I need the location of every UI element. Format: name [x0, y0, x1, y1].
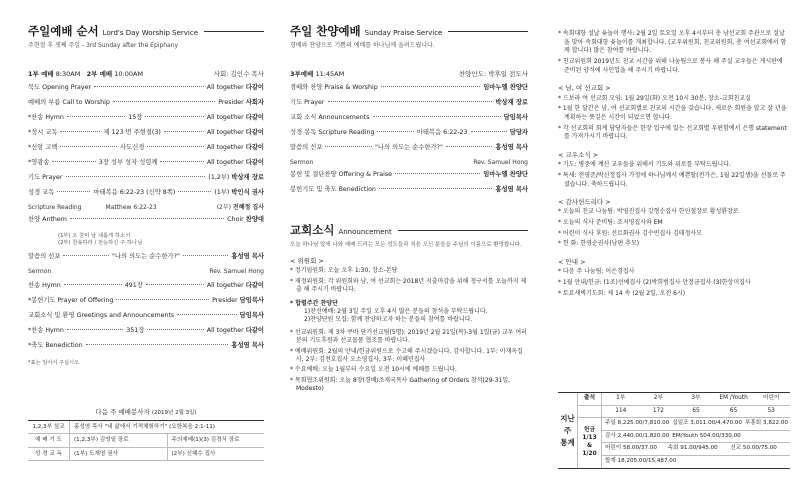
praise-sermon-en-row	[290, 159, 528, 171]
dotted-leader	[70, 218, 224, 219]
offering-cell: 합계 18,205.00/15,487.00	[605, 458, 677, 465]
offering-cell: 어린이 58.00/37.00	[605, 445, 657, 452]
praise-title-ko: 주일 찬양예배	[290, 24, 361, 38]
next-week-servers	[28, 408, 264, 461]
attendance-column: 1부	[616, 395, 626, 402]
worship-order-item	[28, 114, 264, 129]
worship-heading	[28, 24, 264, 38]
guide-item: * 다음 주 나눔팀: 이은경집사	[558, 268, 635, 276]
next-week-person-2: (2부) 신혜수 집사	[167, 448, 265, 461]
order-leader	[212, 297, 264, 305]
stats-label-3: 통계	[560, 437, 575, 447]
worship-times	[28, 70, 264, 78]
time-2-label: 2부 예배	[86, 69, 113, 78]
order-leader	[483, 84, 528, 92]
praise-order-item	[290, 171, 528, 186]
sermon-en-label: Sermon	[28, 268, 52, 276]
worship-order-item	[28, 129, 264, 144]
dotted-leader	[60, 146, 116, 147]
order-leader	[207, 84, 264, 92]
offering-cell: 감사 2,440.00/1,820.00	[605, 432, 670, 439]
sermon-preacher: 홍성염 목사	[231, 253, 264, 261]
order-leader-role: All together	[206, 114, 244, 121]
thanks-heading: < 감사헌드리다 >	[558, 198, 611, 207]
prayer-list	[290, 308, 528, 325]
order-detail: 사도신경	[119, 144, 145, 151]
prayer-item: 2)찬양단원 모집: 함께 찬양하고자 하는 분들의 참여를 바랍니다.	[304, 316, 473, 324]
attendance-value: 172	[652, 407, 664, 414]
scripture-en-reader: 전혜정 집사	[232, 204, 264, 211]
praise-leader: 찬양인도: 박후일 전도사	[458, 69, 528, 78]
praise-order-after-list	[290, 171, 528, 201]
anthem-who: Choir	[227, 216, 244, 223]
news-title-en: Announcement	[338, 228, 392, 236]
order-label: *신앙 고백	[28, 144, 58, 151]
order-leader-name: 임마누엘 찬양단	[483, 171, 528, 178]
next-week-person: 홍성염 목사 "내 삶에서 기적체험하기" (요한복음 2:1-11)	[74, 423, 215, 430]
next-week-table	[28, 421, 264, 462]
order-detail: 제 123 번 주현절(3)	[103, 129, 161, 136]
order-leader	[207, 282, 264, 290]
news-title-ko: 교회소식	[290, 223, 335, 237]
next-week-title-text: 다음 주 예배봉사자	[95, 408, 150, 416]
thanks-item: * 오늘의 식사 준비팀: 조지영집사와 EM	[558, 219, 663, 226]
offering-cell: 주일 8,225.00/7,810.00	[605, 420, 670, 427]
offer-label-3: &	[586, 443, 593, 449]
offering-table	[602, 418, 790, 468]
scripture-en-ref: Matthew 6:22-23	[105, 204, 157, 211]
sermon-label: 말씀의 선포	[28, 253, 61, 261]
worship-column	[28, 0, 264, 486]
worship-order-item	[28, 159, 264, 174]
order-leader	[483, 171, 528, 179]
guide-list	[558, 268, 790, 298]
stats-label-2: 주	[563, 425, 572, 435]
offering-cell: 선교 50.00/75.00	[730, 445, 777, 452]
order-label: *축도 Benediction	[28, 342, 83, 350]
praise-order-list	[290, 84, 528, 159]
order-leader	[495, 186, 528, 194]
order-leader-role: All together	[206, 282, 244, 290]
order-leader-name: 홍성염 목사	[495, 186, 528, 193]
order-leader-name: 임마누엘 찬양단	[483, 84, 528, 91]
order-leader	[207, 114, 264, 122]
dotted-leader	[57, 191, 90, 192]
praise-order-item	[290, 144, 528, 159]
men-list	[558, 95, 790, 142]
anthem-row	[28, 216, 264, 231]
news-item: * 예배위원회: 2월의 안내/헌금위원으로 수고해 주시겠습니다. 감사합니다. 1부: 이재옥집사, 2부: 김천호집사 오소영집사, 3부: 이혜민집사	[290, 347, 523, 363]
praise-order-item	[290, 114, 528, 129]
order-detail: 마태복음 6:22-23	[416, 129, 468, 136]
committee-list	[290, 267, 528, 294]
dotted-leader	[160, 161, 203, 162]
next-week-row	[28, 421, 264, 435]
praise-subtitle: 경배와 찬양으로 기쁨의 예배를 하나님께 올려드립니다.	[290, 42, 435, 50]
praise-sermon-en-label: Sermon	[290, 159, 314, 166]
worship-order-after-list	[28, 282, 264, 357]
attendance-blank	[578, 406, 602, 418]
dotted-leader	[116, 299, 209, 300]
order-leader-name: 박상재 장로	[231, 174, 264, 181]
sermon-title: "나의 의도는 순수한가?"	[111, 253, 180, 261]
next-week-row	[28, 448, 264, 462]
attendance-values-row	[578, 406, 790, 419]
men-item: * 1월 한 달간은 남, 여 선교회별로 친교의 시간을 갖습니다. 새로운 회원을 알고 잘 년을 계획하는 뜻깊은 시간이 되었으면 합니다.	[558, 105, 787, 121]
committee-heading: < 위원회 >	[290, 257, 324, 266]
order-label: 말씀의 선포	[290, 144, 323, 151]
worship-order-item	[28, 84, 264, 99]
order-leader	[510, 129, 528, 137]
heading-rule	[204, 31, 264, 32]
dotted-leader	[147, 146, 203, 147]
scripture-en-label: Scripture Reading	[28, 204, 82, 211]
order-leader	[207, 129, 264, 137]
news-item: * 정기임원회: 오늘 오후 1:30, 장소-본당	[290, 267, 398, 275]
edu-heading: < 교우소식 >	[558, 151, 599, 159]
next-week-role: 성 경 교 독	[28, 448, 70, 461]
offering-row	[602, 456, 790, 469]
attendance-value: 65	[692, 407, 700, 414]
news-intro: 오늘 하나님 앞에 나와 예배 드리는 모든 성도들과 처음 오신 분들을 주님의 이름으로 환영합니다.	[290, 242, 522, 249]
last-week-stats	[558, 392, 790, 469]
news-item: * 목회협조위원회: 오늘 8장(경배/조재국목사 Gathering of Orders 참석(29-31일, Modesto)	[290, 376, 511, 393]
anthem-lyrics-1: (1부) 오 찬미 날 새롭게 하소서	[58, 233, 131, 239]
attendance-label: 출석	[578, 393, 602, 405]
dotted-leader	[373, 116, 501, 117]
order-leader-name: 홍성염 목사	[231, 342, 264, 350]
prayer-heading	[290, 300, 528, 308]
news-item: * 친교위원회 2019년도 친교 시간을 위해 나눔팀으로 봉사 해 주실 교우들은 게시판에 준비된 양식에 사인업을 해 주시기 바랍니다.	[558, 58, 783, 74]
order-leader	[240, 312, 264, 320]
scripture-en-who: (2부)	[216, 204, 231, 211]
dotted-leader	[60, 131, 100, 132]
order-label: *영광송	[28, 159, 50, 166]
worship-subtitle: 주현절 후 셋째 주일 - 3rd Sunday after the Epiphany	[28, 42, 179, 50]
order-leader-name: 담당자	[509, 129, 528, 136]
next-week-person: (1,2,3부) 김영일 장로	[74, 437, 129, 444]
worship-order-item	[28, 189, 264, 204]
time-1: 8:30AM	[55, 69, 81, 78]
order-detail: 마태복음 6:22-23 (신약 8쪽)	[93, 189, 176, 196]
dotted-leader	[446, 146, 493, 147]
prayer-heading-text: * 합렬주간 찬양단	[290, 299, 338, 307]
offering-row	[602, 418, 790, 431]
order-label: 성경 교독	[28, 189, 55, 196]
order-leader	[207, 327, 264, 335]
offering-row	[602, 443, 790, 456]
worship-order-item	[28, 342, 264, 357]
order-detail: 3장 성부 성자 성령께	[98, 159, 158, 166]
sermon-en-row	[28, 268, 264, 280]
order-leader-name: 담임목사	[239, 312, 264, 320]
dotted-leader	[471, 131, 507, 132]
dotted-leader	[113, 101, 215, 102]
order-leader	[495, 144, 528, 152]
order-detail: 351장	[126, 327, 145, 335]
dotted-leader	[52, 161, 95, 162]
order-label: 성경 봉독 Scripture Reading	[290, 129, 375, 136]
attendance-column: EM /Youth	[719, 395, 748, 402]
worship-order-item	[28, 282, 264, 297]
order-leader-role: Presider	[212, 297, 238, 305]
offer-label-1: 헌금	[583, 427, 596, 434]
order-leader-role: All together	[206, 84, 244, 91]
offering-cell: 부흥회 3,822.00	[745, 420, 788, 427]
dotted-leader	[381, 86, 481, 87]
order-leader-role: All together	[206, 159, 244, 166]
guide-heading: < 안내 >	[558, 258, 586, 267]
praise-order-item	[290, 99, 528, 114]
order-leader-name: 박인식 권사	[231, 189, 264, 196]
praise-time-value: 11:45AM	[315, 69, 345, 78]
order-label: *성시 교독	[28, 129, 58, 136]
worship-order-item	[28, 327, 264, 342]
prayer-item: 1)찬선예배: 2월 3일 주일 오후 4시 많은 분들의 참석을 부탁드립니다.	[304, 307, 488, 315]
offer-label-4: 1/20	[582, 450, 597, 457]
order-label: 봉헌기도 및 축도 Benediction	[290, 186, 376, 193]
offering-cell: 십일조 3,011.00/4,470.00	[672, 420, 742, 427]
sermon-en-preacher: Rev. Samuel Hong	[209, 268, 264, 276]
order-leader	[208, 174, 264, 182]
praise-order-item	[290, 84, 528, 99]
order-label: 예배의 부름 Call to Worship	[28, 99, 110, 106]
order-leader	[207, 159, 264, 167]
dotted-leader	[183, 255, 229, 256]
order-leader	[504, 114, 528, 122]
sermon-row	[28, 253, 264, 268]
order-leader-role: (1,2부)	[208, 174, 230, 181]
dotted-leader	[177, 314, 236, 315]
attendance-value: 65	[729, 407, 738, 414]
thanks-item: * 헌 화: 한영순권사(남편 추모)	[558, 240, 640, 248]
thanks-item: * 오늘의 친교 나눔팀: 박영진집사 강형순집사 한인철장로 황성환장로	[558, 208, 739, 216]
order-leader-role: All together	[206, 327, 244, 335]
order-leader-name: 다같이	[245, 159, 264, 166]
order-label: 찬송 Hymn	[28, 282, 61, 290]
dotted-leader	[64, 284, 122, 285]
dotted-leader	[67, 329, 123, 330]
order-leader-name: 홍성염 목사	[495, 144, 528, 151]
guide-item: * 토요새벽기도회: 제 14 속 (2월 2일, 오전 6시)	[558, 289, 686, 297]
dotted-leader	[94, 86, 204, 87]
men-item: * 각 선교회의 회계 담당자들은 한장 입구에 있는 선교회별 우편함에서 은행 statement를 가져가시기 바랍니다.	[558, 124, 787, 141]
next-week-role: 1,2,3부 설교	[28, 421, 70, 434]
men-heading: < 남, 여 선교회 >	[558, 84, 611, 93]
order-label: 교회소식 및 환영 Greetings and Announcements	[28, 312, 175, 320]
attendance-column: 3부	[691, 395, 701, 402]
order-label: 봉헌 및 결단찬양 Offering & Praise	[290, 171, 393, 178]
dotted-leader	[86, 344, 229, 345]
order-label: 경배와 찬양 Praise & Worship	[290, 84, 378, 91]
time-1-label: 1부 예배	[28, 69, 54, 78]
offering-row	[602, 431, 790, 444]
order-leader-role: Presider	[218, 99, 244, 106]
praise-order-item	[290, 186, 528, 201]
worship-order-item	[28, 297, 264, 312]
worship-order-item	[28, 174, 264, 189]
order-leader-name: 담임목사	[503, 114, 528, 121]
offering-cell: EM/Youth 504.00/330.00	[672, 432, 741, 439]
order-label: 기도 Prayer	[28, 174, 63, 181]
dotted-leader	[66, 176, 206, 177]
worship-order-item	[28, 144, 264, 159]
offering-label	[578, 418, 602, 468]
order-leader-name: 담임목사	[239, 297, 264, 305]
anthem-performer: 찬양대	[245, 216, 264, 223]
order-leader-name: 다같이	[245, 144, 264, 151]
dotted-leader	[145, 116, 203, 117]
order-leader-role: All together	[206, 129, 244, 136]
order-leader	[207, 144, 264, 152]
dotted-leader	[328, 101, 493, 102]
order-leader-name: 다같이	[245, 114, 264, 121]
order-leader	[218, 99, 264, 107]
praise-time-label: 3부예배	[290, 69, 314, 78]
next-week-person: (1부) 도재영 권사	[74, 450, 118, 457]
anthem-lyrics	[58, 233, 264, 247]
dotted-leader	[395, 173, 480, 174]
news-item: * 선교위원회: 제 3차 쿠바 단기선교팀(5명): 2019년 2월 21일(목)-3월 1일(금) 교우 여러분의 기도후원과 선교물품 협조를 바랍니다.	[290, 328, 527, 345]
order-leader-name: 다같이	[245, 129, 264, 136]
praise-time	[290, 70, 528, 78]
thanks-item: * 어린이 식사 후원: 선르화권사 김수빈집사 김태정사모	[558, 229, 702, 237]
dotted-leader	[164, 131, 204, 132]
attendance-value: 53	[767, 407, 775, 414]
order-leader-name: 다같이	[245, 327, 264, 335]
order-label: *봉헌기도 Prayer of Offering	[28, 297, 114, 305]
dotted-leader	[325, 146, 372, 147]
order-label: 기도 Prayer	[290, 99, 325, 106]
attendance-value: 114	[615, 407, 627, 414]
heading-rule	[448, 31, 528, 32]
anthem-lyrics-2: (2부) 찬송하라 / 전능하신 주 하나님	[58, 240, 143, 247]
dotted-leader	[178, 191, 211, 192]
order-leader	[495, 99, 528, 107]
order-leader	[214, 189, 264, 197]
worship-title-ko: 주일예배 순서	[28, 24, 99, 38]
order-detail: 491장	[124, 282, 143, 290]
order-label: *찬송 Hymn	[28, 327, 64, 335]
dotted-leader	[67, 116, 125, 117]
scripture-en-row	[28, 204, 264, 216]
order-detail: "나의 의도는 순수한가?"	[374, 144, 443, 151]
order-leader-role: All together	[206, 144, 244, 151]
men-item: * 드보라 여 선교회 모임: 1월 29일(화) 오전 10시 30분, 장소-교회친교실	[558, 94, 751, 102]
attendance-header-row	[578, 393, 790, 406]
order-label: 묵도 Opening Prayer	[28, 84, 92, 91]
attendance-column: 2부	[653, 395, 664, 402]
news-heading	[290, 223, 528, 237]
presider: 사회: 김인수 목사	[213, 69, 264, 78]
news-item: * 속회대항 설날 윷놀이 행사: 2월 2일 토요일 오후 4시부터 총 남선교회 주관으로 설날을 맞아 속회대항 윷놀이를 개최합니다. (교우위원회, 친교위원회, 총 여선교회에서 함께 합니다) 많은 참여를 바랍니다.	[558, 30, 787, 55]
next-week-role: 예 배 기 도	[28, 434, 70, 447]
order-label: *찬송 Hymn	[28, 114, 64, 121]
guide-item: * 1월 안내/헌금: (1조)선예집사 (2)박희범집사 안정금집사 (3)한상미집사	[558, 278, 751, 286]
dotted-leader	[146, 284, 204, 285]
next-week-row	[28, 434, 264, 448]
order-leader-name: 다같이	[245, 84, 264, 91]
praise-heading	[290, 24, 528, 38]
anthem-label: 찬양 Anthem	[28, 216, 67, 223]
dotted-leader	[377, 131, 413, 132]
next-week-date: (2019년 2월 3일)	[151, 410, 197, 416]
attendance-column: 어린이	[762, 395, 780, 402]
dotted-leader	[379, 188, 492, 189]
order-leader-name: 사회자	[245, 99, 264, 106]
order-leader-name: 박상재 장로	[495, 99, 528, 106]
praise-order-item	[290, 129, 528, 144]
order-leader-name: 다같이	[245, 282, 264, 290]
worship-order-list	[28, 84, 264, 204]
news-column-2	[558, 0, 790, 486]
order-leader-role: (1부)	[214, 189, 230, 196]
offering-cell: 속회 91.00/945.00	[667, 445, 718, 452]
offer-label-2: 1/13	[582, 435, 597, 442]
dotted-leader	[147, 329, 203, 330]
news-item: * 재정위원회: 각 위원회와 남, 여 선교회는 2018년 지출마감을 위해 청구서를 오늘까지 제출 해 주시기 바랍니다.	[290, 277, 527, 294]
thanks-list	[558, 208, 790, 249]
praise-title-en: Sunday Praise Service	[364, 29, 443, 37]
more-news-list	[290, 329, 528, 394]
news-item: * 수요예배: 오늘 1월부터 수요일 오전 10시에 예배를 드립니다.	[290, 366, 457, 374]
order-detail: 15장	[128, 114, 143, 121]
worship-title-en: Lord's Day Worship Service	[102, 29, 199, 37]
praise-column	[290, 0, 528, 486]
edu-list	[558, 161, 790, 189]
dotted-leader	[63, 255, 109, 256]
edu-item: * 특새: 전영준/박신정집사 가정에 하나님께서 예쁜딸(전가은, 1월 22일생)을 선물로 주셨습니다. 축하드립니다.	[558, 171, 786, 188]
stats-label-1: 지난	[560, 413, 575, 423]
intro-news	[558, 30, 790, 75]
time-2: 10:00AM	[114, 69, 144, 78]
order-label: 교회 소식 Announcements	[290, 114, 370, 121]
worship-order-item	[28, 99, 264, 114]
heading-rule	[398, 230, 528, 231]
stats-label	[558, 393, 578, 468]
standing-footnote: *표는 일어서 주십시오.	[28, 360, 81, 367]
worship-order-item	[28, 312, 264, 327]
next-week-person-2: 주의예배(1)(3) 김경식 장로	[167, 434, 265, 447]
order-leader	[231, 342, 264, 350]
praise-sermon-en-preacher: Rev. Samuel Hong	[473, 159, 528, 166]
next-week-title	[28, 408, 264, 421]
edu-item: * 기도: 병중에 계신 교우들을 위해서 기도와 위로를 부탁드립니다.	[558, 161, 731, 169]
